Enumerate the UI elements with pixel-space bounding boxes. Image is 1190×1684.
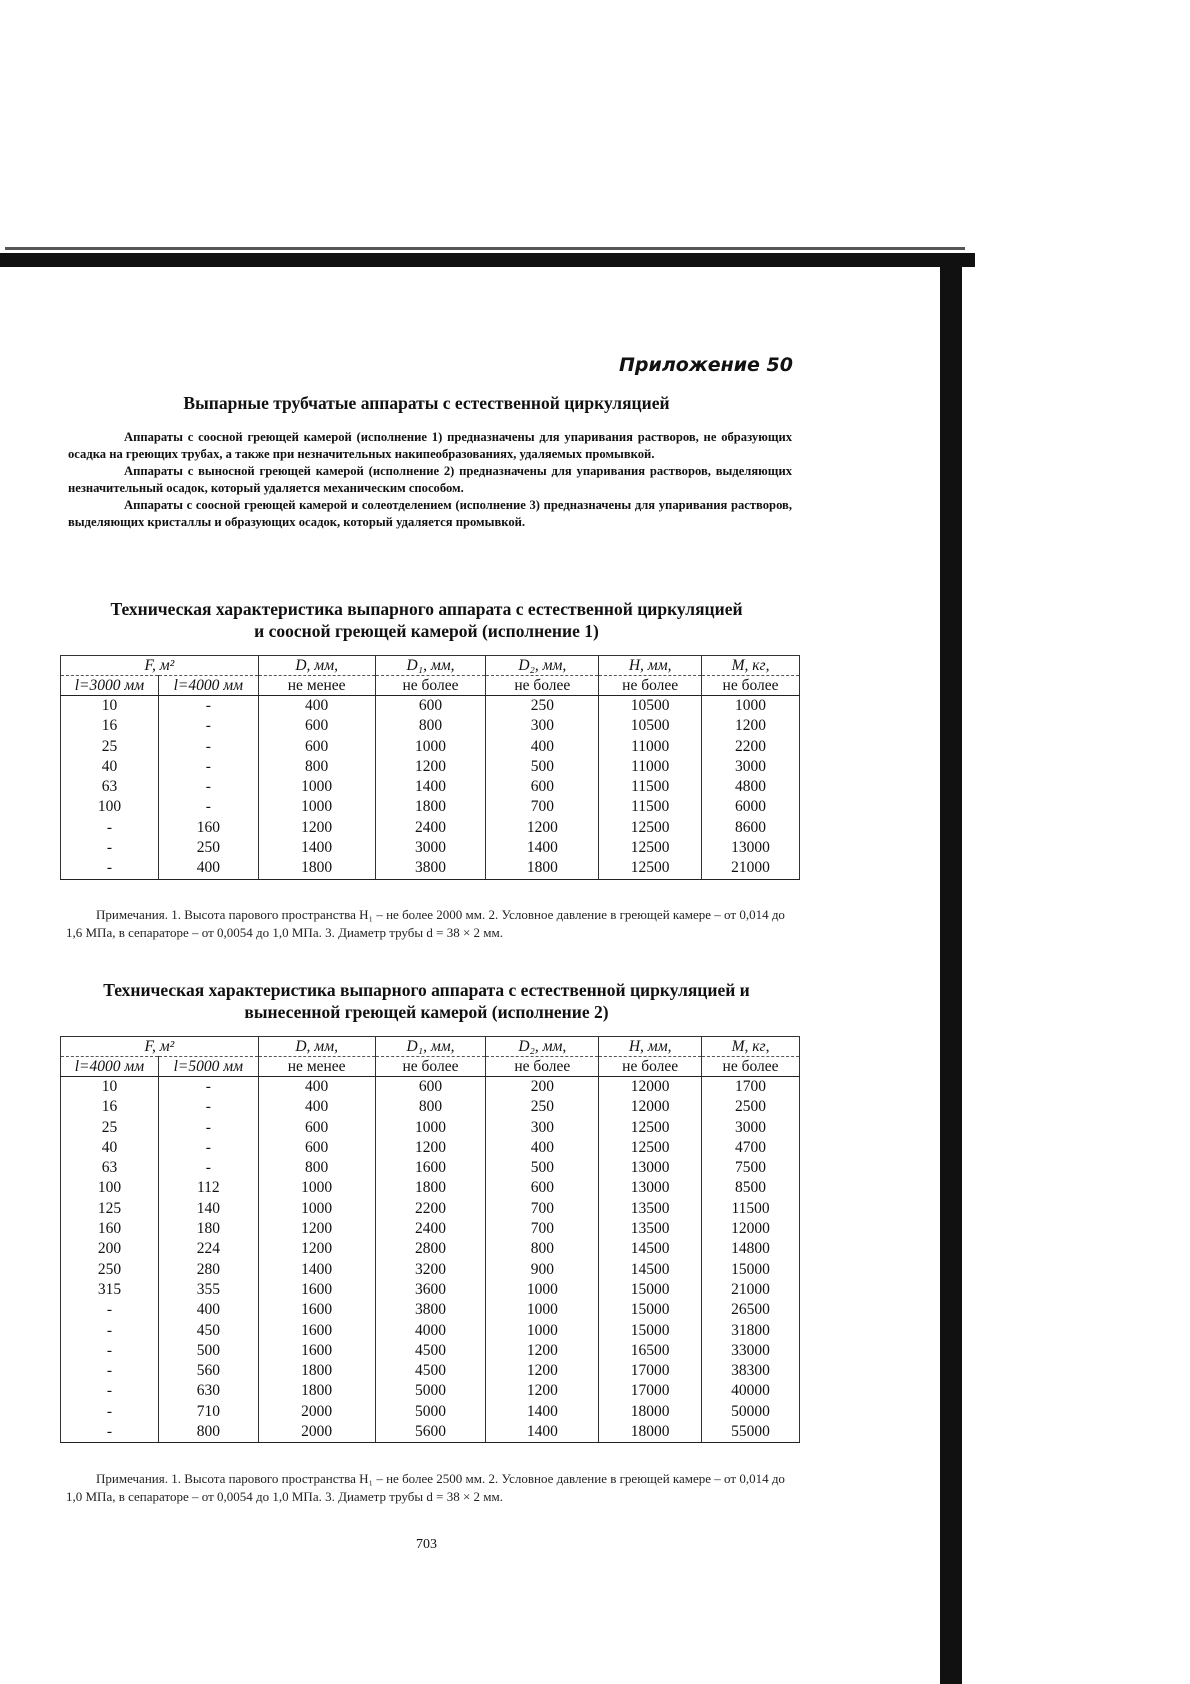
table-cell: 4700 xyxy=(702,1138,800,1158)
table-cell: 700 xyxy=(486,797,599,817)
table-cell: 1000 xyxy=(375,1118,486,1138)
table-cell: 26500 xyxy=(702,1300,800,1320)
table1-title xyxy=(60,598,793,642)
header-length-1: l=4000 мм xyxy=(61,1057,159,1077)
table-cell: 224 xyxy=(158,1239,258,1259)
table-cell: 630 xyxy=(158,1381,258,1401)
table-cell: 2400 xyxy=(375,1219,486,1239)
table-cell: 355 xyxy=(158,1280,258,1300)
table-cell: 21000 xyxy=(702,858,800,879)
table-cell: 12500 xyxy=(599,858,702,879)
table-cell: 18000 xyxy=(599,1422,702,1443)
table-row xyxy=(61,1239,800,1259)
table-cell: 400 xyxy=(158,858,258,879)
table-cell: 40000 xyxy=(702,1381,800,1401)
table-cell: 1200 xyxy=(486,818,599,838)
header-mass: M, кг, xyxy=(702,656,800,676)
table-cell: 15000 xyxy=(599,1300,702,1320)
table-cell: 800 xyxy=(258,757,375,777)
table-cell: 1000 xyxy=(258,1199,375,1219)
table-cell: 600 xyxy=(486,1178,599,1198)
table-cell: - xyxy=(158,1097,258,1117)
table-cell: 500 xyxy=(486,757,599,777)
table-row xyxy=(61,1219,800,1239)
table1-title-line2: и соосной греющей камерой (исполнение 1) xyxy=(254,621,599,641)
table-row xyxy=(61,838,800,858)
table-cell: 300 xyxy=(486,1118,599,1138)
table-cell: 200 xyxy=(61,1239,159,1259)
table-cell: 1200 xyxy=(375,757,486,777)
table-cell: 63 xyxy=(61,1158,159,1178)
table-cell: 3200 xyxy=(375,1260,486,1280)
table-cell: 11500 xyxy=(702,1199,800,1219)
table-cell: 15000 xyxy=(599,1321,702,1341)
table-cell: - xyxy=(61,1361,159,1381)
header-area: F, м² xyxy=(61,656,259,676)
table-cell: 13000 xyxy=(702,838,800,858)
table-cell: 3600 xyxy=(375,1280,486,1300)
table-cell: 5000 xyxy=(375,1402,486,1422)
table-cell: 800 xyxy=(375,1097,486,1117)
table-cell: 1200 xyxy=(258,818,375,838)
header-diameter-2: D₂, мм, xyxy=(486,656,599,676)
table-cell: 500 xyxy=(486,1158,599,1178)
table-cell: 2200 xyxy=(702,737,800,757)
table-cell: - xyxy=(158,1118,258,1138)
table-cell: 8500 xyxy=(702,1178,800,1198)
table-cell: 16500 xyxy=(599,1341,702,1361)
table-cell: 100 xyxy=(61,1178,159,1198)
table-cell: 700 xyxy=(486,1219,599,1239)
table-cell: 63 xyxy=(61,777,159,797)
table-cell: 1800 xyxy=(258,1361,375,1381)
table-cell: 1600 xyxy=(375,1158,486,1178)
table-cell: 31800 xyxy=(702,1321,800,1341)
table-cell: 13500 xyxy=(599,1199,702,1219)
header-height: H, мм, xyxy=(599,1037,702,1057)
table-cell: 5000 xyxy=(375,1381,486,1401)
table-row xyxy=(61,716,800,736)
header-area: F, м² xyxy=(61,1037,259,1057)
table-row xyxy=(61,1422,800,1443)
table-cell: 13000 xyxy=(599,1158,702,1178)
table-cell: 100 xyxy=(61,797,159,817)
table-cell: 900 xyxy=(486,1260,599,1280)
table-cell: 1000 xyxy=(702,696,800,717)
table-cell: 33000 xyxy=(702,1341,800,1361)
table-cell: 400 xyxy=(258,696,375,717)
table-cell: 1800 xyxy=(486,858,599,879)
table-cell: 6000 xyxy=(702,797,800,817)
table-cell: - xyxy=(61,1341,159,1361)
table-cell: 1000 xyxy=(258,777,375,797)
table-cell: 160 xyxy=(158,818,258,838)
table-cell: 1600 xyxy=(258,1341,375,1361)
table-row xyxy=(61,696,800,717)
intro-paragraph: Аппараты с соосной греющей камерой и солеотделением (исполнение 3) предназначены для упаривания растворов, выделяющих кристаллы и образующих осадок, который удаляется промывкой. xyxy=(68,498,792,529)
table-row xyxy=(61,1077,800,1098)
table-cell: - xyxy=(61,838,159,858)
table-cell: 1800 xyxy=(258,858,375,879)
table-cell: 400 xyxy=(158,1300,258,1320)
table-cell: 1000 xyxy=(486,1300,599,1320)
table-row xyxy=(61,1341,800,1361)
table-cell: 1000 xyxy=(486,1321,599,1341)
scan-edge-bar-right xyxy=(940,258,962,1684)
table-cell: 14500 xyxy=(599,1239,702,1259)
table-cell: 600 xyxy=(258,716,375,736)
table-cell: 400 xyxy=(486,1138,599,1158)
table2-note-text: Примечания. 1. Высота парового пространства H₁ – не более 2500 мм. 2. Условное давление в греющей камере – от 0,014 до 1,0 МПа, в сепараторе – от 0,0054 до 1,0 МПа. 3. Диаметр трубы d = 38 × 2 мм. xyxy=(66,1471,785,1504)
table-cell: - xyxy=(61,1300,159,1320)
table-cell: 55000 xyxy=(702,1422,800,1443)
table-row xyxy=(61,1158,800,1178)
header-diameter-1: D₁, мм, xyxy=(375,1037,486,1057)
table-cell: 600 xyxy=(375,1077,486,1098)
table-row xyxy=(61,1280,800,1300)
header-qualifier: не менее xyxy=(258,676,375,696)
table-cell: 11000 xyxy=(599,757,702,777)
table-cell: 14500 xyxy=(599,1260,702,1280)
table-cell: 1000 xyxy=(375,737,486,757)
table-cell: 1700 xyxy=(702,1077,800,1098)
table-cell: - xyxy=(158,696,258,717)
table-cell: 12000 xyxy=(599,1097,702,1117)
header-qualifier: не более xyxy=(375,1057,486,1077)
appendix-label: Приложение 50 xyxy=(619,354,793,376)
table-cell: 1400 xyxy=(375,777,486,797)
table-cell: 1200 xyxy=(486,1361,599,1381)
table1-title-line1: Техническая характеристика выпарного аппарата с естественной циркуляцией xyxy=(110,599,743,619)
table-cell: 38300 xyxy=(702,1361,800,1381)
header-diameter-2: D₂, мм, xyxy=(486,1037,599,1057)
table-cell: 112 xyxy=(158,1178,258,1198)
table-cell: 1200 xyxy=(702,716,800,736)
table-row xyxy=(61,777,800,797)
table-cell: 300 xyxy=(486,716,599,736)
table-cell: 700 xyxy=(486,1199,599,1219)
table-cell: 2500 xyxy=(702,1097,800,1117)
table-cell: 250 xyxy=(158,838,258,858)
table-cell: 4800 xyxy=(702,777,800,797)
table-row xyxy=(61,1321,800,1341)
table-cell: 250 xyxy=(486,1097,599,1117)
table-cell: 800 xyxy=(375,716,486,736)
table-cell: 3000 xyxy=(702,1118,800,1138)
table-cell: 8600 xyxy=(702,818,800,838)
table-cell: 600 xyxy=(486,777,599,797)
table-cell: - xyxy=(158,1138,258,1158)
table-cell: 4500 xyxy=(375,1341,486,1361)
table-row xyxy=(61,1260,800,1280)
table-cell: 1200 xyxy=(375,1138,486,1158)
header-diameter: D, мм, xyxy=(258,1037,375,1057)
intro-paragraph: Аппараты с соосной греющей камерой (исполнение 1) предназначены для упаривания растворов, не образующих осадка на греющих трубах, а также при незначительных накипеобразованиях, удаляемых промывкой. xyxy=(68,430,792,461)
header-length-1: l=3000 мм xyxy=(61,676,159,696)
table-cell: 140 xyxy=(158,1199,258,1219)
table-cell: 12000 xyxy=(599,1077,702,1098)
table-cell: 200 xyxy=(486,1077,599,1098)
table-cell: 50000 xyxy=(702,1402,800,1422)
table-cell: 2200 xyxy=(375,1199,486,1219)
table-cell: 1200 xyxy=(258,1239,375,1259)
table-cell: 15000 xyxy=(702,1260,800,1280)
table-cell: 13000 xyxy=(599,1178,702,1198)
table1-body xyxy=(61,696,800,880)
header-height: H, мм, xyxy=(599,656,702,676)
table2 xyxy=(60,1036,800,1443)
table-cell: 800 xyxy=(258,1158,375,1178)
table-cell: 2400 xyxy=(375,818,486,838)
table-row xyxy=(61,1097,800,1117)
scan-edge-bar-top xyxy=(0,253,975,267)
table-row xyxy=(61,737,800,757)
table-row xyxy=(61,757,800,777)
table-cell: 400 xyxy=(258,1097,375,1117)
table-cell: 40 xyxy=(61,1138,159,1158)
header-qualifier: не более xyxy=(486,676,599,696)
table-cell: 25 xyxy=(61,1118,159,1138)
table-row xyxy=(61,1138,800,1158)
table-cell: 3800 xyxy=(375,1300,486,1320)
table-cell: - xyxy=(61,858,159,879)
header-diameter-1: D₁, мм, xyxy=(375,656,486,676)
table-cell: 13500 xyxy=(599,1219,702,1239)
table-cell: 400 xyxy=(258,1077,375,1098)
table-cell: - xyxy=(61,1321,159,1341)
table-cell: - xyxy=(158,1158,258,1178)
table-cell: 10 xyxy=(61,696,159,717)
table2-title xyxy=(60,979,793,1023)
table-cell: 18000 xyxy=(599,1402,702,1422)
table-cell: 3800 xyxy=(375,858,486,879)
table-cell: 800 xyxy=(486,1239,599,1259)
table-cell: 1200 xyxy=(486,1381,599,1401)
table-cell: 25 xyxy=(61,737,159,757)
table1-note xyxy=(66,906,798,942)
table-cell: 250 xyxy=(486,696,599,717)
table-cell: 1600 xyxy=(258,1321,375,1341)
table-cell: 250 xyxy=(61,1260,159,1280)
table-row xyxy=(61,1118,800,1138)
header-length-2: l=4000 мм xyxy=(158,676,258,696)
table-cell: 21000 xyxy=(702,1280,800,1300)
table-cell: 16 xyxy=(61,1097,159,1117)
table-cell: 4500 xyxy=(375,1361,486,1381)
table-cell: 160 xyxy=(61,1219,159,1239)
table-cell: - xyxy=(158,716,258,736)
table-cell: 17000 xyxy=(599,1381,702,1401)
intro-text xyxy=(68,429,792,531)
table-row xyxy=(61,1178,800,1198)
scan-edge-line xyxy=(5,247,965,250)
table-cell: 1400 xyxy=(258,1260,375,1280)
table-cell: 15000 xyxy=(599,1280,702,1300)
table-cell: 500 xyxy=(158,1341,258,1361)
table-cell: 3000 xyxy=(702,757,800,777)
header-diameter: D, мм, xyxy=(258,656,375,676)
table-cell: 2000 xyxy=(258,1402,375,1422)
header-qualifier: не более xyxy=(702,1057,800,1077)
table-cell: 1400 xyxy=(258,838,375,858)
table-row xyxy=(61,1199,800,1219)
table-cell: 400 xyxy=(486,737,599,757)
table-cell: - xyxy=(158,777,258,797)
table-cell: - xyxy=(158,757,258,777)
table-cell: 1200 xyxy=(486,1341,599,1361)
table-cell: 1000 xyxy=(486,1280,599,1300)
table-cell: 12500 xyxy=(599,838,702,858)
table-cell: 1800 xyxy=(375,1178,486,1198)
table-cell: 1600 xyxy=(258,1280,375,1300)
table-cell: 14800 xyxy=(702,1239,800,1259)
table2-title-line2: вынесенной греющей камерой (исполнение 2) xyxy=(244,1002,609,1022)
table-cell: 1000 xyxy=(258,797,375,817)
table-cell: 12000 xyxy=(702,1219,800,1239)
table-cell: 1400 xyxy=(486,1422,599,1443)
table-cell: - xyxy=(158,737,258,757)
header-length-2: l=5000 мм xyxy=(158,1057,258,1077)
main-title: Выпарные трубчатые аппараты с естественной циркуляцией xyxy=(183,393,670,413)
table-cell: 450 xyxy=(158,1321,258,1341)
table-cell: 11000 xyxy=(599,737,702,757)
table1-note-text: Примечания. 1. Высота парового пространства H₁ – не более 2000 мм. 2. Условное давление в греющей камере – от 0,014 до 1,6 МПа, в сепараторе – от 0,0054 до 1,0 МПа. 3. Диаметр трубы d = 38 × 2 мм. xyxy=(66,907,785,940)
table-cell: 16 xyxy=(61,716,159,736)
table-cell: - xyxy=(61,1422,159,1443)
table-cell: 800 xyxy=(158,1422,258,1443)
header-qualifier: не более xyxy=(375,676,486,696)
table-cell: 1600 xyxy=(258,1300,375,1320)
page-number: 703 xyxy=(416,1537,437,1552)
table-cell: - xyxy=(158,1077,258,1098)
table-cell: 600 xyxy=(258,737,375,757)
table-row xyxy=(61,1361,800,1381)
header-qualifier: не более xyxy=(702,676,800,696)
table2-title-line1: Техническая характеристика выпарного аппарата с естественной циркуляцией и xyxy=(103,980,750,1000)
table-row xyxy=(61,797,800,817)
table-row xyxy=(61,818,800,838)
header-qualifier: не более xyxy=(599,1057,702,1077)
table-cell: 3000 xyxy=(375,838,486,858)
table2-note xyxy=(66,1470,798,1506)
table-cell: 1200 xyxy=(258,1219,375,1239)
table-cell: 11500 xyxy=(599,777,702,797)
table-cell: 11500 xyxy=(599,797,702,817)
table-cell: 1400 xyxy=(486,838,599,858)
table-cell: 180 xyxy=(158,1219,258,1239)
table-cell: - xyxy=(158,797,258,817)
table-cell: 560 xyxy=(158,1361,258,1381)
table1 xyxy=(60,655,800,880)
table-cell: 2800 xyxy=(375,1239,486,1259)
header-qualifier: не более xyxy=(486,1057,599,1077)
table-cell: 2000 xyxy=(258,1422,375,1443)
header-qualifier: не менее xyxy=(258,1057,375,1077)
header-mass: M, кг, xyxy=(702,1037,800,1057)
table-cell: 7500 xyxy=(702,1158,800,1178)
table-cell: - xyxy=(61,818,159,838)
table-cell: 12500 xyxy=(599,1138,702,1158)
table-cell: 1400 xyxy=(486,1402,599,1422)
table-row xyxy=(61,1381,800,1401)
table-cell: 12500 xyxy=(599,818,702,838)
table-cell: 4000 xyxy=(375,1321,486,1341)
table-cell: 600 xyxy=(258,1118,375,1138)
table-cell: 125 xyxy=(61,1199,159,1219)
table-row xyxy=(61,1402,800,1422)
header-qualifier: не более xyxy=(599,676,702,696)
table-row xyxy=(61,858,800,879)
table-cell: 5600 xyxy=(375,1422,486,1443)
table-cell: 315 xyxy=(61,1280,159,1300)
table-cell: 10500 xyxy=(599,696,702,717)
table-cell: 1800 xyxy=(258,1381,375,1401)
table-cell: 710 xyxy=(158,1402,258,1422)
table-cell: 280 xyxy=(158,1260,258,1280)
intro-paragraph: Аппараты с выносной греющей камерой (исполнение 2) предназначены для упаривания растворов, выделяющих незначительный осадок, который удаляется механическим способом. xyxy=(68,464,792,495)
table-cell: 1800 xyxy=(375,797,486,817)
table-cell: 17000 xyxy=(599,1361,702,1381)
table-cell: 12500 xyxy=(599,1118,702,1138)
table-cell: 600 xyxy=(258,1138,375,1158)
table-cell: - xyxy=(61,1402,159,1422)
table-cell: 1000 xyxy=(258,1178,375,1198)
table-cell: 10 xyxy=(61,1077,159,1098)
table2-body xyxy=(61,1077,800,1443)
table-cell: 40 xyxy=(61,757,159,777)
table-row xyxy=(61,1300,800,1320)
table-cell: 10500 xyxy=(599,716,702,736)
table-cell: - xyxy=(61,1381,159,1401)
table-cell: 600 xyxy=(375,696,486,717)
